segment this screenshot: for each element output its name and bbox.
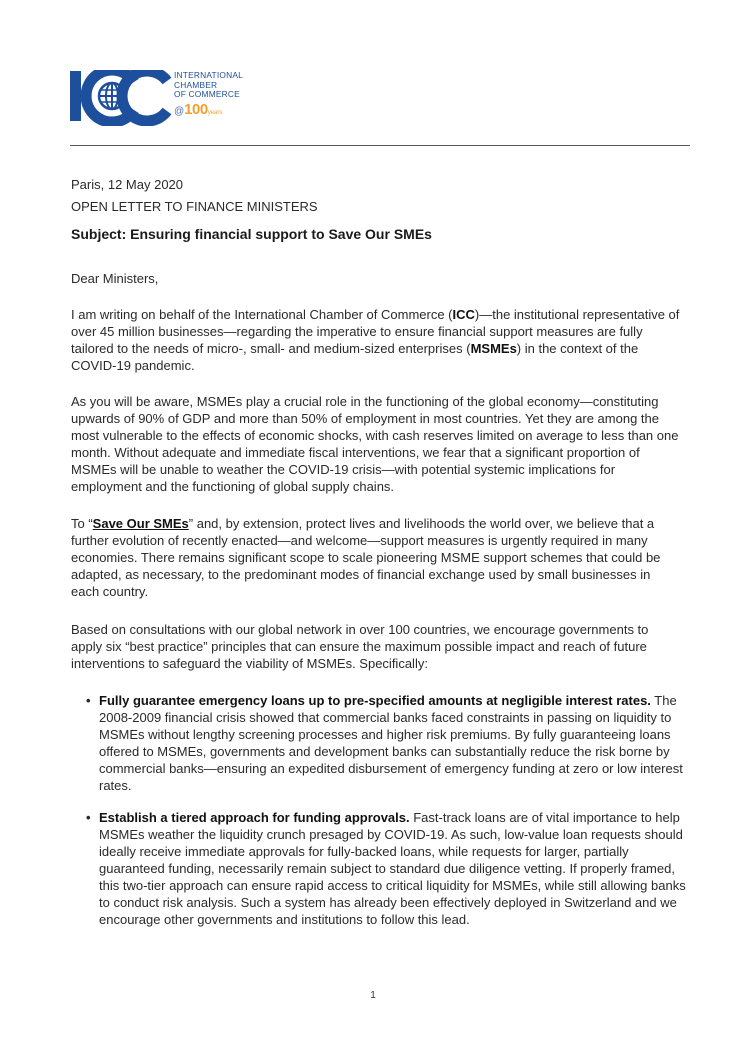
list-item — [86, 692, 686, 794]
bullet-body: Fast-track loans are of vital importance to help MSMEs weather the liquidity crunch presaged by COVID-19. As such, low-value loan requests should ideally receive immediate approvals for fully-backed loans, while requests for larger, partially guaranteed funding, necessarily remain subject to standard due diligence vetting. If properly framed, this two-tier approach can ensure rapid access to critical liquidity for MSMEs, while still allowing banks to conduct risk analysis. Such a system has already been effectively deployed in Switzerland and we encourage other governments and institutions to follow this lead. — [99, 810, 686, 927]
logo-wordmark — [174, 71, 243, 100]
logo-hundred: 100 — [184, 101, 208, 118]
paragraph-2: As you will be aware, MSMEs play a crucial role in the functioning of the global economy—constituting upwards of 90% of GDP and more than 50% of employment in most countries. Yet they are among the most vulnerable to the effects of economic shocks, with cash reserves limited on average to less than one month. Without adequate and immediate fiscal interventions, we fear that a significant proportion of MSMEs will be unable to weather the COVID-19 crisis—with potential systemic implications for employment and the functioning of global supply chains. — [71, 394, 679, 494]
logo-line-1: INTERNATIONAL — [174, 70, 243, 80]
p3-text-b: ” and, by extension, protect lives and livelihoods the world over, we believe that a further evolution of recently enacted—and welcome—support measures is urgently required in many economies. There remains significant scope to scale pioneering MSME support schemes that could be adapted, as necessary, to the predominant modes of financial exchange used by small businesses in each country. — [71, 516, 661, 599]
date-line: Paris, 12 May 2020 — [71, 177, 184, 192]
logo-at: @ — [174, 106, 185, 117]
bullet-marker: • — [86, 693, 91, 708]
letter-type: OPEN LETTER TO FINANCE MINISTERS — [71, 199, 318, 214]
bullet-heading: Establish a tiered approach for funding approvals. — [99, 810, 410, 825]
p1-text-b: )—the institutional representative of over 45 million businesses—regarding the imperative to ensure financial support measures are fully tailored to the needs of micro-, small- and medium-sized enterprises ( — [71, 307, 680, 356]
p1-text-c: ) in the context of the COVID-19 pandemic. — [71, 341, 639, 373]
logo-line-2: CHAMBER — [174, 79, 218, 90]
header-divider — [70, 145, 690, 146]
paragraph-3 — [71, 515, 681, 600]
icc-abbrev: ICC — [452, 307, 475, 322]
bullet-marker: • — [86, 810, 91, 825]
paragraph-1 — [71, 306, 681, 374]
bullet-body: The 2008-2009 financial crisis showed that commercial banks faced constraints in passing on liquidity to MSMEs without lengthy screening processes and higher risk premiums. By fully guaranteeing loans offered to MSMEs, governments and development banks can substantially reduce the risk borne by commercial banks—ensuring an expedited disbursement of emergency funding at zero or low interest rates. — [99, 693, 683, 793]
subject-line: Subject: Ensuring financial support to Save Our SMEs — [71, 226, 432, 242]
save-our-smes-link[interactable]: Save Our SMEs — [92, 516, 189, 531]
page-number: 1 — [370, 990, 376, 1001]
p1-text-a: I am writing on behalf of the International Chamber of Commerce ( — [71, 307, 453, 322]
logo-centenary — [174, 101, 222, 118]
salutation: Dear Ministers, — [71, 271, 159, 286]
list-item — [86, 809, 686, 928]
logo-line-3: OF COMMERCE — [174, 89, 240, 100]
msmes-abbrev: MSMEs — [470, 341, 517, 356]
bullet-heading: Fully guarantee emergency loans up to pre-specified amounts at negligible interest rates. — [99, 693, 651, 708]
logo-years: years — [207, 110, 223, 116]
p3-text-a: To “ — [71, 516, 93, 531]
paragraph-4: Based on consultations with our global network in over 100 countries, we encourage governments to apply six “best practice” principles that can ensure the maximum possible impact and reach of future interventions to safeguard the viability of MSMEs. Specifically: — [71, 622, 649, 671]
